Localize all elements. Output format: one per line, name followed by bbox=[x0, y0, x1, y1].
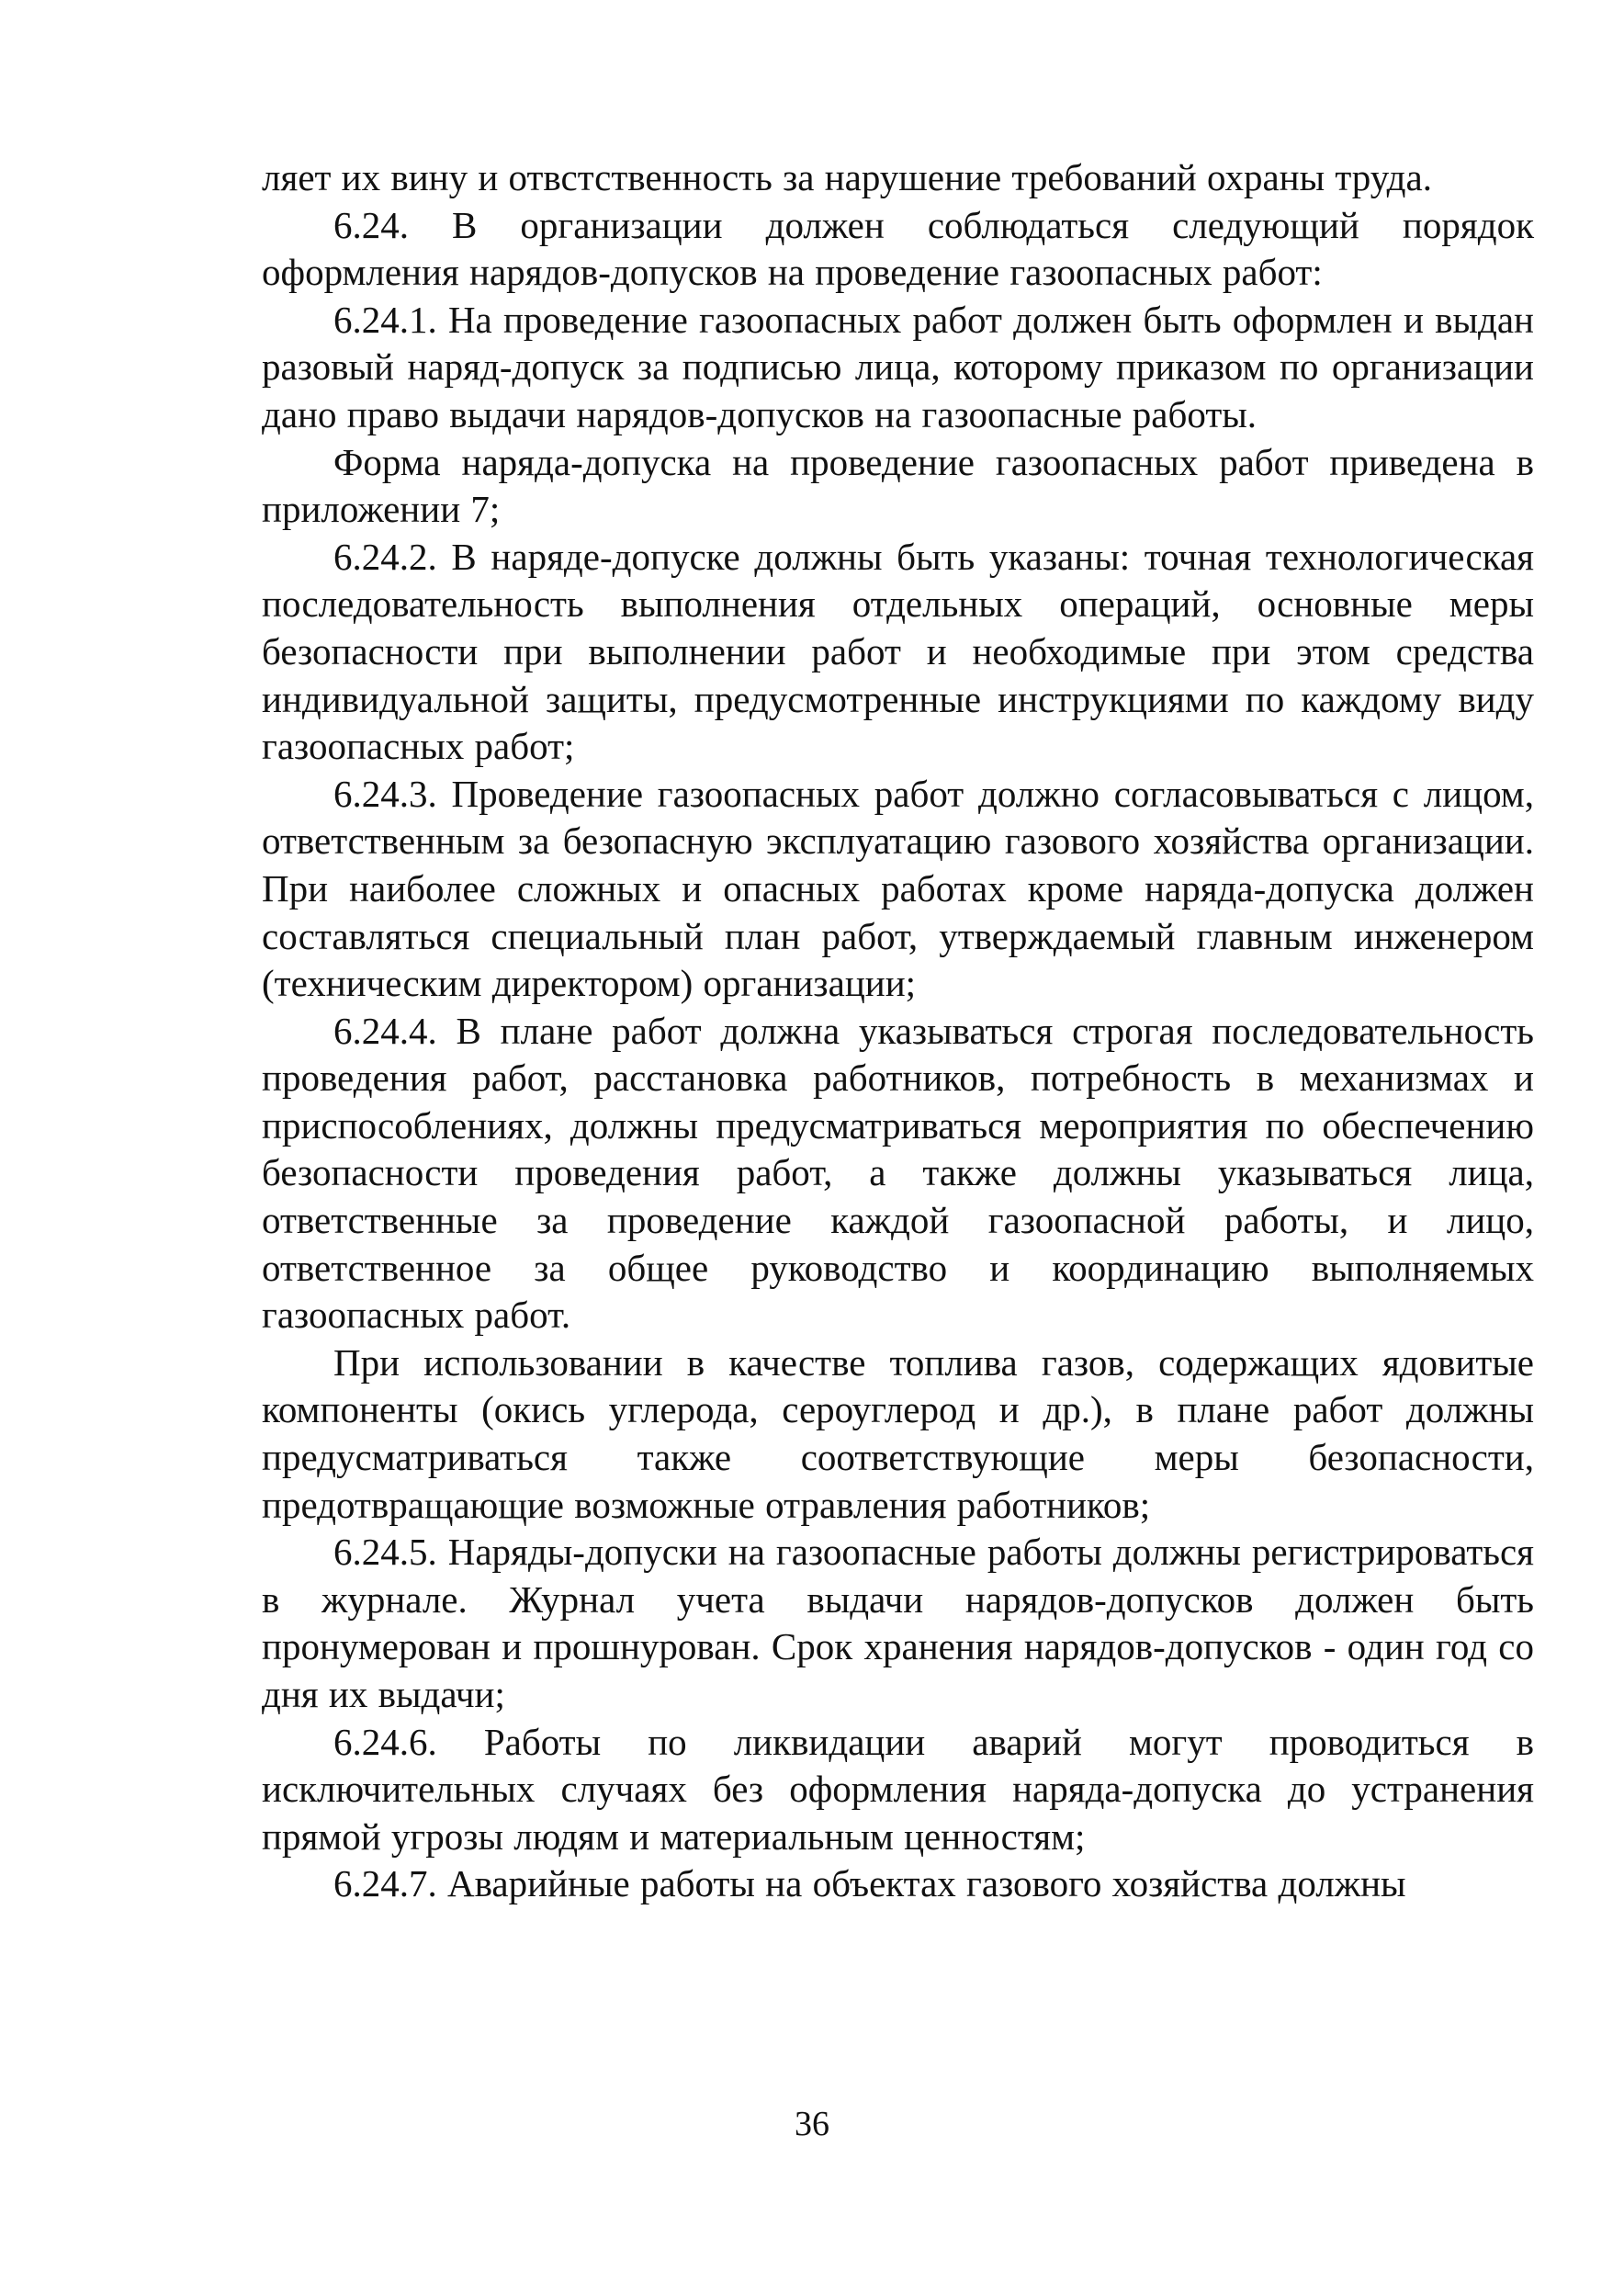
paragraph-6-24: 6.24. В организации должен соблюдаться следующий порядок оформления нарядов-допусков на проведение газоопасных работ: bbox=[262, 203, 1534, 294]
paragraph-6-24-1: 6.24.1. На проведение газоопасных работ должен быть оформлен и выдан разовый наряд-допуск за подписью лица, которому приказом по организации дано право выдачи нарядов-допусков на газоопасные работы. bbox=[262, 298, 1534, 435]
paragraph-6-24-2: 6.24.2. В наряде-допуске должны быть указаны: точная технологическая последовательность выполнения отдельных операций, основные меры безопасности при выполнении работ и необходимые при этом средства индивидуальной защиты, предусмотренные инструкциями по каждому виду газоопасных работ; bbox=[262, 535, 1534, 768]
paragraph-6-24-3: 6.24.3. Проведение газоопасных работ должно согласовываться с лицом, ответственным за безопасную эксплуатацию газового хозяйства организации. При наиболее сложных и опасных работах кроме наряда-допуска должен составляться специальный план работ, утверждаемый главным инженером (техническим директором) организации; bbox=[262, 772, 1534, 1005]
paragraph-toxic-gases: При использовании в качестве топлива газов, содержащих ядовитые компоненты (окись углерода, сероуглерод и др.), в плане работ должны предусматриваться также соответствующие меры безопасности, предотвращающие возможные отравления работников; bbox=[262, 1340, 1534, 1526]
paragraph-6-24-7: 6.24.7. Аварийные работы на объектах газового хозяйства должны bbox=[333, 1862, 1406, 1905]
paragraph-6-24-6: 6.24.6. Работы по ликвидации аварий могут проводиться в исключительных случаях без оформления наряда-допуска до устранения прямой угрозы людям и материальным ценностям; bbox=[262, 1720, 1534, 1858]
paragraph-6-24-5: 6.24.5. Наряды-допуски на газоопасные работы должны регистрироваться в журнале. Журнал учета выдачи нарядов-допусков должен быть пронумерован и прошнурован. Срок хранения нарядов-допусков - один год со дня их выдачи; bbox=[262, 1531, 1534, 1715]
paragraph-form-note: Форма наряда-допуска на проведение газоопасных работ приведена в приложении 7; bbox=[262, 440, 1534, 531]
paragraph-continuation: ляет их вину и отвстственность за нарушение требований охраны труда. bbox=[262, 156, 1432, 198]
page-number: 36 bbox=[795, 2105, 829, 2143]
paragraph-6-24-4: 6.24.4. В плане работ должна указываться строгая последовательность проведения работ, расстановка работников, потребность в механизмах и приспособлениях, должны предусматриваться мероприятия по обеспечению безопасности проведения работ, а также должны указываться лица, ответственные за проведение каждой газоопасной работы, и лицо, ответственное за общее руководство и координацию выполняемых газоопасных работ. bbox=[262, 1009, 1534, 1337]
body-text bbox=[262, 154, 1534, 1908]
